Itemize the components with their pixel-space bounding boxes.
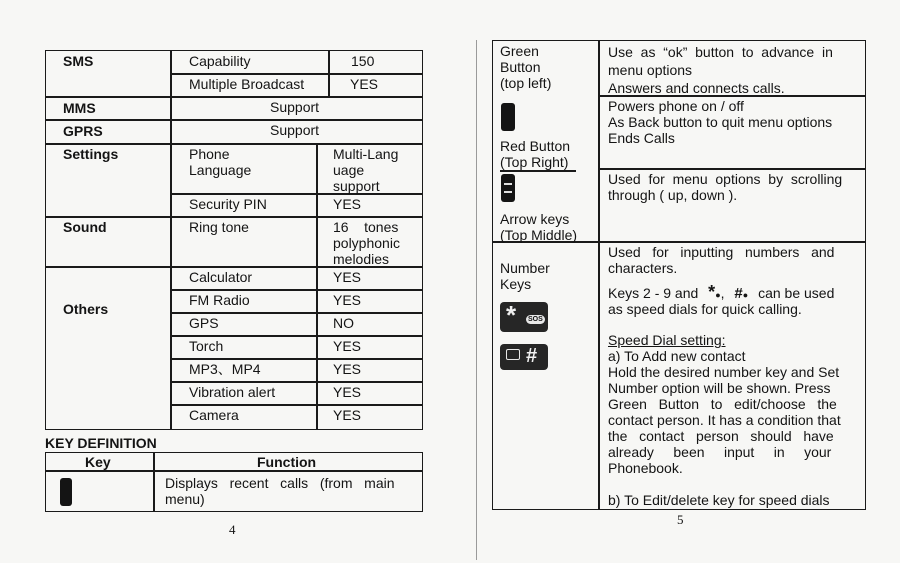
green-button-function-2: menu options <box>608 62 693 78</box>
spec-table-divider-2b <box>316 144 318 430</box>
red-button-key-1: Red Button <box>500 138 571 154</box>
key-definition-heading: KEY DEFINITION <box>45 435 157 451</box>
red-button-key-2: (Top Right) <box>500 154 569 170</box>
mms-label: MMS <box>63 100 96 116</box>
hash-key-mini-icon <box>506 349 520 360</box>
others-feature: MP3、MP4 <box>189 361 261 377</box>
row-line <box>170 358 423 360</box>
hash-key-icon <box>500 344 548 370</box>
gprs-label: GPRS <box>63 123 103 139</box>
arrow-keys-function-1: Used for menu options by scrolling <box>608 171 843 187</box>
settings-pin-feature: Security PIN <box>189 196 267 212</box>
sms-label: SMS <box>63 53 94 69</box>
speed-dial-para-1: Hold the desired number key and Set <box>608 364 840 380</box>
function-column-header: Function <box>257 454 317 470</box>
arrow-keys-key-1: Arrow keys <box>500 211 570 227</box>
star-key-symbol: * <box>506 300 517 330</box>
key-table-divider <box>598 40 600 510</box>
others-feature: GPS <box>189 315 219 331</box>
sms-broadcast-feature: Multiple Broadcast <box>189 76 305 92</box>
row-line <box>598 168 866 170</box>
arrow-keys-function-2: through ( up, down ). <box>608 187 738 203</box>
green-button-function-3: Answers and connects calls. <box>608 80 785 96</box>
others-feature: Calculator <box>189 269 253 285</box>
row-line <box>170 289 423 291</box>
row-line <box>170 335 423 337</box>
arrow-keys-key-2: (Top Middle) <box>500 227 578 243</box>
row-line <box>170 312 423 314</box>
sound-label: Sound <box>63 219 107 235</box>
row-line <box>170 381 423 383</box>
green-button-key-2: Button <box>500 59 541 75</box>
keys-comma: , <box>720 285 725 301</box>
page-number-right: 5 <box>677 512 684 527</box>
recent-calls-key-icon <box>60 478 72 506</box>
speed-dial-para-3: Green Button to edit/choose the <box>608 396 837 412</box>
row-line <box>45 119 423 121</box>
others-value: NO <box>333 315 354 331</box>
sms-broadcast-value: YES <box>350 76 379 92</box>
speed-dial-heading: Speed Dial setting: <box>608 332 726 348</box>
settings-label: Settings <box>63 146 119 162</box>
others-value: YES <box>333 292 362 308</box>
others-value: YES <box>333 384 362 400</box>
others-value: YES <box>333 269 362 285</box>
others-feature: FM Radio <box>189 292 250 308</box>
speed-dial-para-2: Number option will be shown. Press <box>608 380 831 396</box>
key-table-divider <box>153 452 155 512</box>
recent-calls-function-1: Displays recent calls (from main <box>165 475 395 491</box>
settings-pin-value: YES <box>333 196 362 212</box>
page-gutter <box>476 40 477 560</box>
sos-badge: SOS <box>528 316 543 323</box>
settings-language-feature-1: Phone <box>189 146 230 162</box>
mms-value: Support <box>270 99 320 115</box>
speed-dial-step-b: b) To Edit/delete key for speed dials <box>608 492 830 508</box>
settings-language-value-3: support <box>333 178 380 194</box>
speed-dial-para-6: already been input in your <box>608 444 832 460</box>
others-feature: Torch <box>189 338 224 354</box>
red-button-function-2: As Back button to quit menu options <box>608 114 833 130</box>
others-value: YES <box>333 338 362 354</box>
speed-dial-para-5: the contact person should have <box>608 428 834 444</box>
others-value: YES <box>333 361 362 377</box>
key-column-header: Key <box>85 454 111 470</box>
others-value: YES <box>333 407 362 423</box>
green-button-function-1: Use as “ok” button to advance in <box>608 44 833 60</box>
row-line <box>170 193 423 195</box>
red-button-key-icon <box>501 103 515 131</box>
number-keys-key-2: Keys <box>500 276 532 292</box>
row-line <box>45 143 423 145</box>
sms-capability-feature: Capability <box>189 53 251 69</box>
number-keys-function-3: Keys 2 - 9 and *●, #● can be used <box>608 282 835 302</box>
green-button-key-1: Green <box>500 43 539 59</box>
others-feature: Vibration alert <box>189 384 276 400</box>
keys-prefix: Keys 2 - 9 and <box>608 285 699 301</box>
red-button-function-3: Ends Calls <box>608 130 675 146</box>
number-keys-function-2: characters. <box>608 260 678 276</box>
number-keys-key-1: Number <box>500 260 550 276</box>
sound-value-2: polyphonic <box>333 235 400 251</box>
settings-language-value-2: uage <box>333 162 365 178</box>
arrow-keys-icon <box>501 174 515 202</box>
red-button-underline <box>500 170 576 172</box>
row-line <box>170 73 423 75</box>
page-number-left: 4 <box>229 522 236 537</box>
hash-key-symbol: # <box>526 345 538 367</box>
others-feature: Camera <box>189 407 239 423</box>
row-line <box>45 216 423 218</box>
row-line <box>170 404 423 406</box>
settings-language-value-1: Multi-Lang <box>333 146 399 162</box>
sound-feature: Ring tone <box>189 219 249 235</box>
settings-language-feature-2: Language <box>189 162 252 178</box>
speed-dial-para-4: contact person. It has a condition that <box>608 412 841 428</box>
sound-value-3: melodies <box>333 251 390 267</box>
red-button-function-1: Powers phone on / off <box>608 98 744 114</box>
key-table-header-line <box>45 470 423 472</box>
recent-calls-function-2: menu) <box>165 491 205 507</box>
star-inline-symbol: * <box>708 282 716 302</box>
star-sos-key-icon <box>500 302 548 332</box>
number-keys-function-1: Used for inputting numbers and <box>608 244 835 260</box>
number-keys-function-4: as speed dials for quick calling. <box>608 301 802 317</box>
speed-dial-step-a: a) To Add new contact <box>608 348 746 364</box>
row-line <box>45 96 423 98</box>
gprs-value: Support <box>270 122 320 138</box>
green-button-key-3: (top left) <box>500 75 552 91</box>
sms-capability-value: 150 <box>351 53 375 69</box>
others-label: Others <box>63 301 109 317</box>
sound-value-1: 16 tones <box>333 219 399 235</box>
spec-table-divider-1 <box>170 50 172 430</box>
hash-inline-symbol: # <box>734 285 743 302</box>
keys-suffix: can be used <box>758 285 835 301</box>
speed-dial-para-7: Phonebook. <box>608 460 683 476</box>
